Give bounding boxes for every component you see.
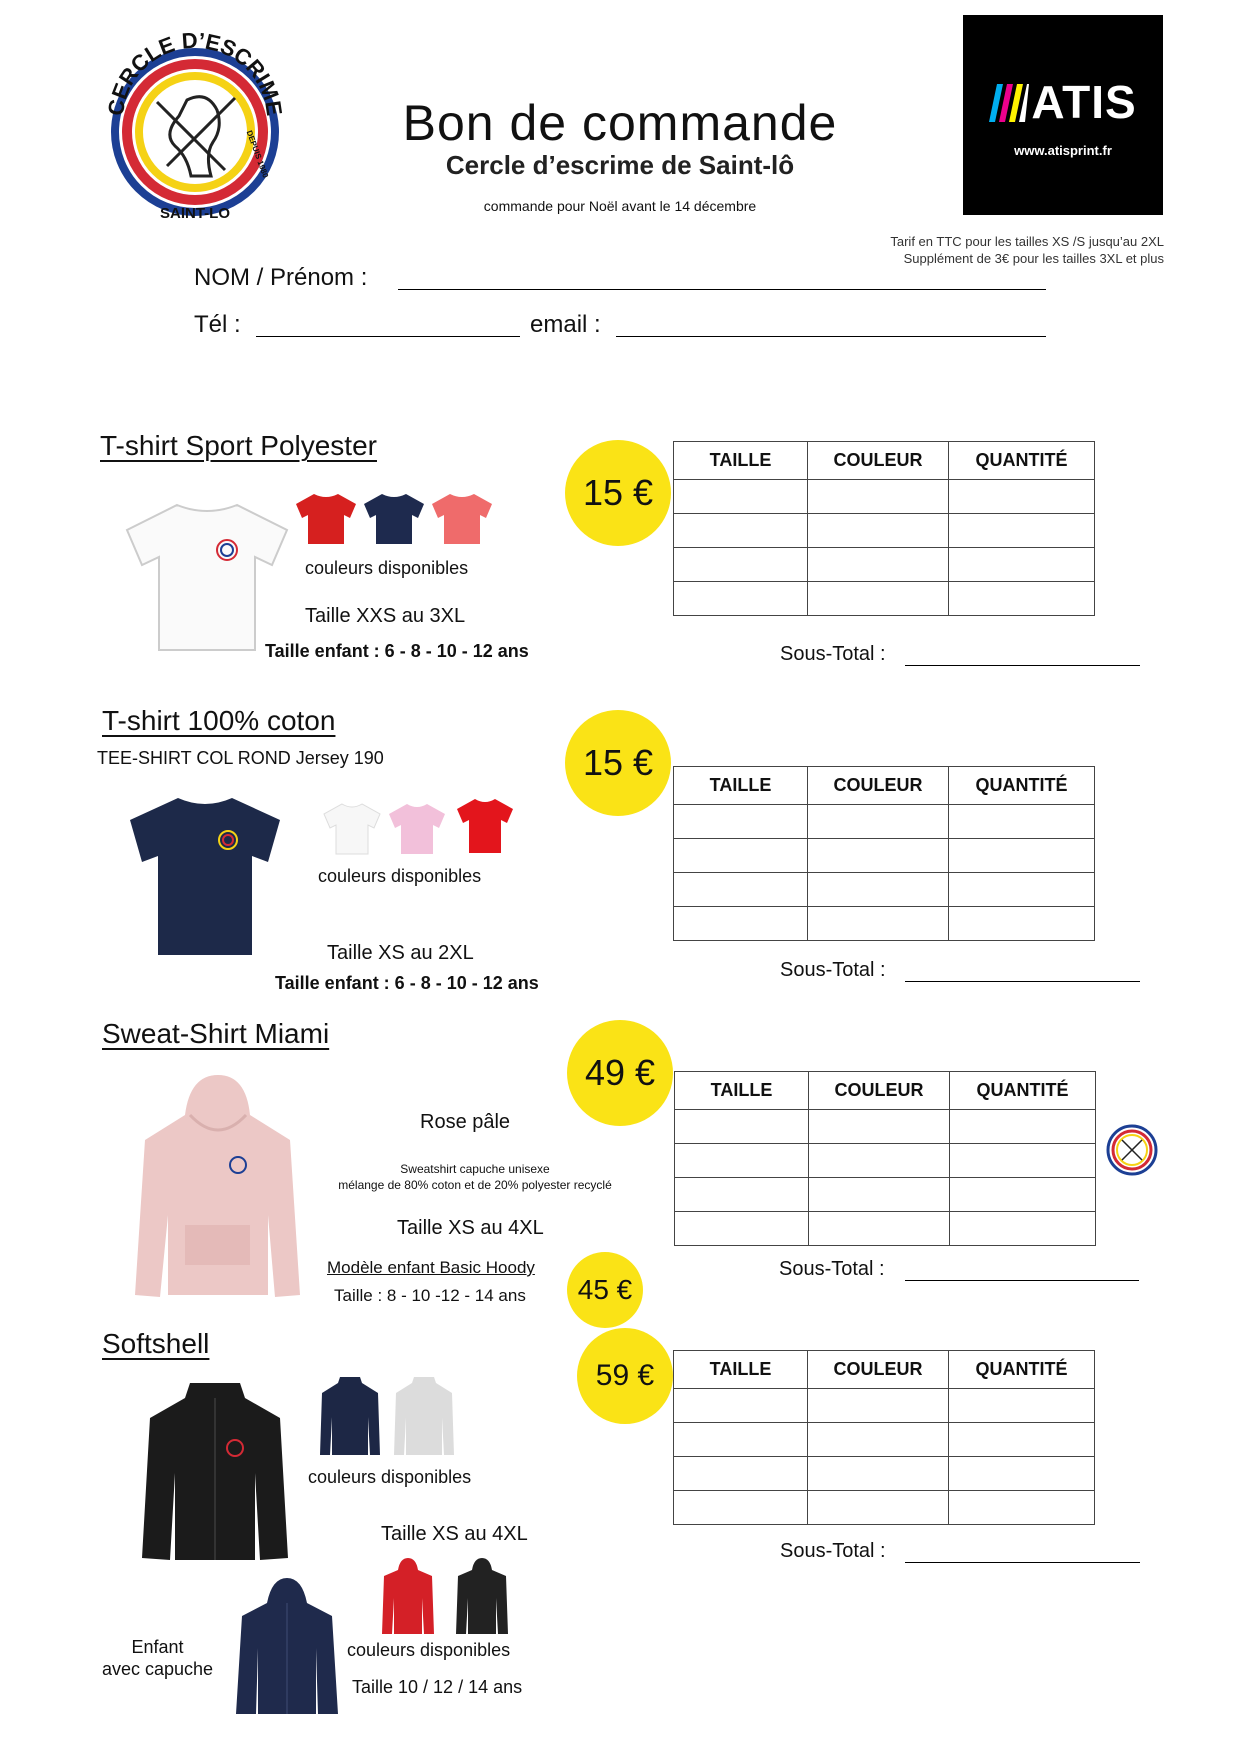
cell-quantity[interactable] bbox=[949, 548, 1095, 582]
kids-sizes-text: Taille : 8 - 10 -12 - 14 ans bbox=[334, 1286, 526, 1305]
cell-color[interactable] bbox=[809, 1212, 950, 1246]
page-title: Bon de commande bbox=[402, 95, 838, 151]
sponsor-logo bbox=[963, 15, 1163, 215]
hoodie-pink-image bbox=[130, 1075, 305, 1310]
cell-quantity[interactable] bbox=[950, 1144, 1096, 1178]
color-swatch-pink bbox=[387, 800, 447, 856]
subtotal-label: Sous-Total : bbox=[780, 1540, 886, 1562]
cell-color[interactable] bbox=[808, 839, 949, 873]
col-color: COULEUR bbox=[808, 1351, 949, 1389]
cell-color[interactable] bbox=[808, 805, 949, 839]
subtotal-label: Sous-Total : bbox=[779, 1258, 885, 1280]
sponsor-slashes-icon bbox=[989, 75, 1029, 129]
color-swatch-black bbox=[454, 1558, 510, 1636]
cell-size[interactable] bbox=[674, 1423, 808, 1457]
description-line-1: Sweatshirt capuche unisexe bbox=[400, 1162, 550, 1176]
email-field[interactable] bbox=[616, 336, 1046, 337]
col-size: TAILLE bbox=[674, 1351, 808, 1389]
col-size: TAILLE bbox=[675, 1072, 809, 1110]
order-table[interactable] bbox=[673, 766, 1095, 941]
tarif-line-1: Tarif en TTC pour les tailles XS /S jusqu’au 2XL bbox=[890, 234, 1164, 249]
col-color: COULEUR bbox=[808, 442, 949, 480]
cell-size[interactable] bbox=[674, 805, 808, 839]
cell-quantity[interactable] bbox=[949, 582, 1095, 616]
cell-color[interactable] bbox=[808, 1389, 949, 1423]
club-logo-small bbox=[1102, 1118, 1162, 1183]
kids-label-line-1: Enfant bbox=[131, 1637, 184, 1657]
col-color: COULEUR bbox=[808, 767, 949, 805]
page-subtitle: Cercle d’escrime de Saint-lô bbox=[445, 150, 795, 180]
cell-size[interactable] bbox=[675, 1178, 809, 1212]
cell-size[interactable] bbox=[675, 1144, 809, 1178]
cell-color[interactable] bbox=[808, 1457, 949, 1491]
col-quantity: QUANTITÉ bbox=[950, 1072, 1096, 1110]
cell-quantity[interactable] bbox=[949, 480, 1095, 514]
cell-color[interactable] bbox=[808, 873, 949, 907]
col-size: TAILLE bbox=[674, 442, 808, 480]
color-swatch-white bbox=[322, 800, 382, 856]
col-color: COULEUR bbox=[809, 1072, 950, 1110]
cell-size[interactable] bbox=[674, 514, 808, 548]
product-title: T-shirt Sport Polyester bbox=[100, 430, 377, 461]
phone-field[interactable] bbox=[256, 336, 520, 337]
price-badge: 15 € bbox=[565, 440, 671, 546]
kids-sizes-text: Taille enfant : 6 - 8 - 10 - 12 ans bbox=[275, 973, 539, 993]
club-logo-since: DEPUIS 1980 bbox=[244, 129, 271, 180]
col-quantity: QUANTITÉ bbox=[949, 767, 1095, 805]
cell-quantity[interactable] bbox=[949, 1491, 1095, 1525]
club-logo-text-bottom: SAINT-LO bbox=[160, 205, 230, 220]
colors-label: couleurs disponibles bbox=[308, 1467, 472, 1487]
cell-size[interactable] bbox=[674, 839, 808, 873]
color-swatch-red bbox=[294, 490, 358, 546]
cell-color[interactable] bbox=[808, 582, 949, 616]
sizes-text: Taille XXS au 3XL bbox=[305, 605, 466, 627]
cell-quantity[interactable] bbox=[949, 514, 1095, 548]
cell-size[interactable] bbox=[674, 873, 808, 907]
name-label: NOM / Prénom : bbox=[194, 264, 368, 291]
cell-quantity[interactable] bbox=[950, 1110, 1096, 1144]
color-swatch-navy bbox=[362, 490, 426, 546]
club-logo-text-top: CERCLE D’ESCRIME bbox=[102, 27, 288, 118]
color-name: Rose pâle bbox=[420, 1111, 511, 1133]
subtotal-field[interactable] bbox=[905, 665, 1140, 666]
subtotal-field[interactable] bbox=[905, 1562, 1140, 1563]
price-badge: 49 € bbox=[567, 1020, 673, 1126]
sizes-text: Taille XS au 2XL bbox=[327, 942, 474, 964]
cell-size[interactable] bbox=[675, 1212, 809, 1246]
subtotal-field[interactable] bbox=[905, 1280, 1139, 1281]
order-table[interactable] bbox=[673, 1350, 1095, 1525]
colors-label: couleurs disponibles bbox=[305, 558, 469, 578]
product-title: Softshell bbox=[102, 1328, 210, 1359]
softshell-black-image bbox=[140, 1378, 290, 1568]
kids-colors-label: couleurs disponibles bbox=[347, 1640, 511, 1660]
order-table[interactable] bbox=[674, 1071, 1096, 1246]
cell-color[interactable] bbox=[808, 480, 949, 514]
cell-size[interactable] bbox=[674, 907, 808, 941]
cell-quantity[interactable] bbox=[949, 873, 1095, 907]
kids-sizes-text: Taille enfant : 6 - 8 - 10 - 12 ans bbox=[265, 641, 529, 661]
col-size: TAILLE bbox=[674, 767, 808, 805]
kids-sizes-text: Taille 10 / 12 / 14 ans bbox=[352, 1677, 523, 1697]
name-field[interactable] bbox=[398, 289, 1046, 290]
cell-size[interactable] bbox=[675, 1110, 809, 1144]
cell-size[interactable] bbox=[674, 548, 808, 582]
tarif-line-2: Supplément de 3€ pour les tailles 3XL et plus bbox=[903, 251, 1164, 266]
product-subtitle: TEE-SHIRT COL ROND Jersey 190 bbox=[97, 748, 384, 768]
kids-price-badge: 45 € bbox=[567, 1252, 643, 1328]
cell-color[interactable] bbox=[809, 1110, 950, 1144]
cell-color[interactable] bbox=[808, 1423, 949, 1457]
price-badge: 59 € bbox=[577, 1328, 673, 1424]
cell-size[interactable] bbox=[674, 1389, 808, 1423]
cell-quantity[interactable] bbox=[949, 1389, 1095, 1423]
cell-color[interactable] bbox=[809, 1144, 950, 1178]
kids-label-line-2: avec capuche bbox=[101, 1659, 214, 1679]
softshell-kids-image bbox=[232, 1578, 342, 1723]
tshirt-navy-image bbox=[120, 790, 290, 965]
color-swatch-red bbox=[455, 795, 515, 855]
email-label: email : bbox=[530, 311, 601, 338]
col-quantity: QUANTITÉ bbox=[949, 1351, 1095, 1389]
cell-color[interactable] bbox=[808, 907, 949, 941]
subtotal-field[interactable] bbox=[905, 981, 1140, 982]
cell-size[interactable] bbox=[674, 1491, 808, 1525]
cell-quantity[interactable] bbox=[949, 1423, 1095, 1457]
cell-color[interactable] bbox=[808, 548, 949, 582]
cell-quantity[interactable] bbox=[949, 1457, 1095, 1491]
sizes-text: Taille XS au 4XL bbox=[381, 1523, 528, 1545]
tshirt-white-image bbox=[117, 495, 297, 660]
colors-label: couleurs disponibles bbox=[318, 866, 482, 886]
col-quantity: QUANTITÉ bbox=[949, 442, 1095, 480]
order-table[interactable] bbox=[673, 441, 1095, 616]
cell-size[interactable] bbox=[674, 582, 808, 616]
cell-quantity[interactable] bbox=[949, 839, 1095, 873]
subtotal-label: Sous-Total : bbox=[780, 643, 886, 665]
color-swatch-navy bbox=[318, 1375, 382, 1457]
color-swatch-red bbox=[380, 1558, 436, 1636]
product-title: T-shirt 100% coton bbox=[102, 705, 336, 736]
order-deadline-note: commande pour Noël avant le 14 décembre bbox=[483, 198, 757, 214]
color-swatch-lightgrey bbox=[392, 1375, 456, 1457]
cell-quantity[interactable] bbox=[950, 1178, 1096, 1212]
cell-size[interactable] bbox=[674, 1457, 808, 1491]
cell-color[interactable] bbox=[808, 514, 949, 548]
cell-color[interactable] bbox=[808, 1491, 949, 1525]
product-title: Sweat-Shirt Miami bbox=[102, 1018, 330, 1049]
cell-color[interactable] bbox=[809, 1178, 950, 1212]
cell-quantity[interactable] bbox=[949, 907, 1095, 941]
kids-model-link[interactable]: Modèle enfant Basic Hoody bbox=[327, 1258, 535, 1277]
cell-quantity[interactable] bbox=[949, 805, 1095, 839]
tarif-note bbox=[890, 233, 1164, 267]
cell-quantity[interactable] bbox=[950, 1212, 1096, 1246]
sponsor-name: ATIS bbox=[1031, 76, 1137, 128]
sizes-text: Taille XS au 4XL bbox=[397, 1217, 544, 1239]
kids-label bbox=[90, 1636, 225, 1680]
price-badge: 15 € bbox=[565, 710, 671, 816]
subtotal-label: Sous-Total : bbox=[780, 959, 886, 981]
phone-label: Tél : bbox=[194, 311, 241, 338]
color-swatch-coral bbox=[430, 490, 494, 546]
sponsor-url[interactable]: www.atisprint.fr bbox=[1014, 143, 1112, 158]
description-line-2: mélange de 80% coton et de 20% polyester recyclé bbox=[338, 1178, 612, 1192]
cell-size[interactable] bbox=[674, 480, 808, 514]
